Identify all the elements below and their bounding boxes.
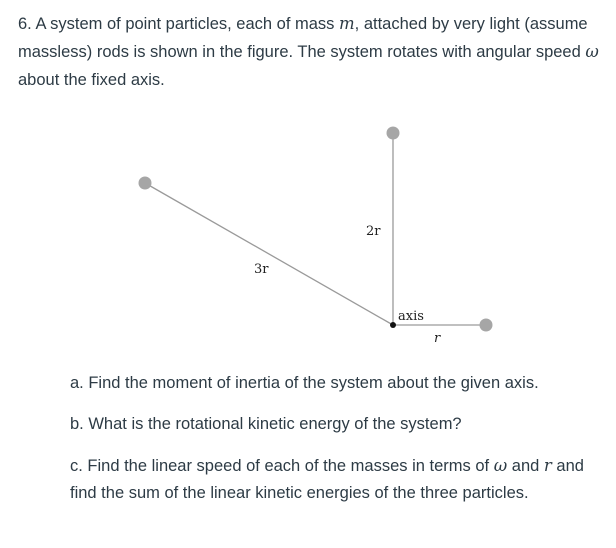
label-r: r bbox=[434, 331, 441, 346]
label-axis: axis bbox=[398, 309, 424, 324]
label-3r: 3r bbox=[254, 262, 269, 277]
question-c-r: r bbox=[543, 456, 552, 475]
question-c-and: and bbox=[511, 457, 540, 475]
axis-point bbox=[390, 322, 396, 328]
omega-symbol: ω bbox=[585, 42, 599, 61]
problem-number: 6. bbox=[18, 15, 32, 33]
question-c-text-2: and find the sum of the linear kinetic energies of the three particles. bbox=[70, 457, 584, 502]
label-2r: 2r bbox=[366, 224, 381, 239]
question-c bbox=[70, 452, 600, 507]
mass-particle-left bbox=[139, 177, 152, 190]
mass-symbol: m bbox=[339, 14, 355, 33]
mass-particle-top bbox=[387, 127, 400, 140]
question-b: b. What is the rotational kinetic energy of the system? bbox=[70, 415, 462, 433]
question-c-omega: ω bbox=[493, 456, 508, 475]
intro-text-3: about the fixed axis. bbox=[18, 71, 165, 89]
mass-particle-right bbox=[480, 319, 493, 332]
question-a: a. Find the moment of inertia of the system about the given axis. bbox=[70, 374, 539, 392]
intro-text-1: A system of point particles, each of mass bbox=[35, 15, 335, 33]
rod-3r bbox=[145, 183, 393, 325]
intro-text-2: , attached by very light (assume massless) rods is shown in the figure. The system rotates with angular speed bbox=[18, 15, 588, 61]
question-c-text-1: c. Find the linear speed of each of the masses in terms of bbox=[70, 457, 490, 475]
question-list bbox=[70, 370, 600, 521]
